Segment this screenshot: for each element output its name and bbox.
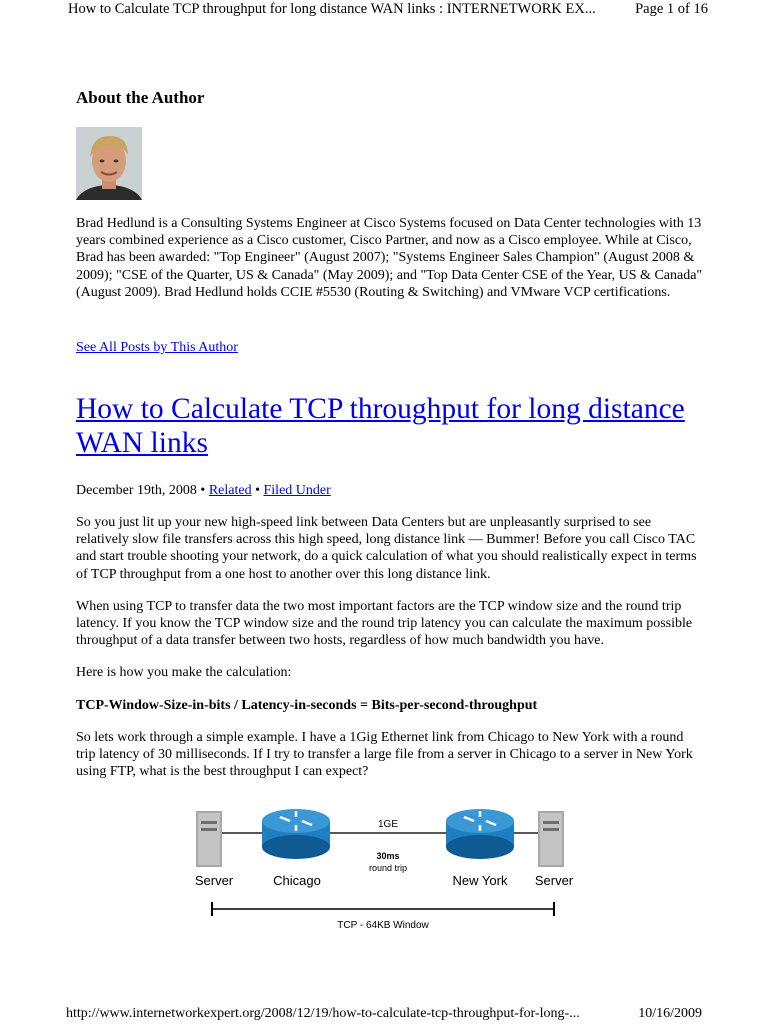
chicago-label: Chicago [273,873,321,888]
see-all-posts-link[interactable]: See All Posts by This Author [76,340,238,355]
left-server-label: Server [194,873,234,888]
left-server-icon [196,811,222,867]
author-bio-text: Brad Hedlund is a Consulting Systems Engineer at Cisco Systems focused on Data Center technologies with 13 years combined experience as a Cisco customer, Cisco Partner, and now as a Cisco employee. While at Cisco, Brad has been awarded: "Top Engineer" (August 2007); "Systems Engineer Sales Champion" (August 2008 & 2009); "CSE of the Quarter, US & Canada" (May 2009); and "Top Data Center CSE of the Year, US & Canada" (August 2009). Brad Hedlund holds CCIE #5530 (Routing & Switching) and VMware VCP certifications. [76,216,703,300]
chicago-router-icon [262,809,330,859]
new-york-router-icon [446,809,514,859]
page-header [68,0,708,18]
paragraph-calculation-intro: Here is how you make the calculation: [76,665,292,681]
network-diagram [190,805,590,937]
filed-under-link[interactable]: Filed Under [263,483,331,498]
paragraph-intro: So you just lit up your new high-speed link between Data Centers but are unpleasantly surprised to see relatively slow file transfers across this high speed, long distance link — Bummer! Before you call Cisco TAC and start trouble shooting your network, do a quick calculation of what you should realistically expect in terms of TCP throughput from a one host to another over this long distance link. [76,515,697,582]
header-title: How to Calculate TCP throughput for long distance WAN links : INTERNETWORK EX... [68,1,596,17]
article-body [76,514,706,795]
about-author-heading: About the Author [76,88,205,107]
meta-separator: • [196,483,209,498]
right-server-icon [538,811,564,867]
page-footer [66,1005,702,1022]
author-bio [76,215,716,301]
article-meta [76,482,331,499]
link-speed-label: 1GE [377,819,399,830]
see-all-posts-container [76,339,238,356]
paragraph-example: So lets work through a simple example. I have a 1Gig Ethernet link from Chicago to New York with a round trip latency of 30 milliseconds. If I try to transfer a large file from a server in Chicago to a server in New York using FTP, what is the best throughput I can expect? [76,729,693,780]
author-avatar [76,127,142,200]
footer-url: http://www.internetworkexpert.org/2008/12/19/how-to-calculate-tcp-throughput-for-long-... [66,1006,580,1021]
right-server-label: Server [534,873,574,888]
throughput-formula: TCP-Window-Size-in-bits / Latency-in-seconds = Bits-per-second-throughput [76,697,538,713]
header-page-number: Page 1 of 16 [635,1,708,17]
tcp-window-label: TCP - 64KB Window [337,920,429,931]
author-photo-icon [76,127,142,200]
related-link[interactable]: Related [208,483,252,498]
latency-label-2: round trip [368,863,408,873]
article-title[interactable]: How to Calculate TCP throughput for long distance WAN links [76,393,685,459]
new-york-label: New York [452,873,508,888]
article-date: December 19th, 2008 [76,483,197,498]
footer-date: 10/16/2009 [638,1006,702,1021]
latency-label: 30ms [376,851,400,861]
meta-separator: • [251,483,264,498]
paragraph-factors: When using TCP to transfer data the two most important factors are the TCP window size and the round trip latency. If you know the TCP window size and the round trip latency you can calculate the maximum possible throughput of a data transfer between two hosts, regardless of how much bandwidth you have. [76,598,693,649]
